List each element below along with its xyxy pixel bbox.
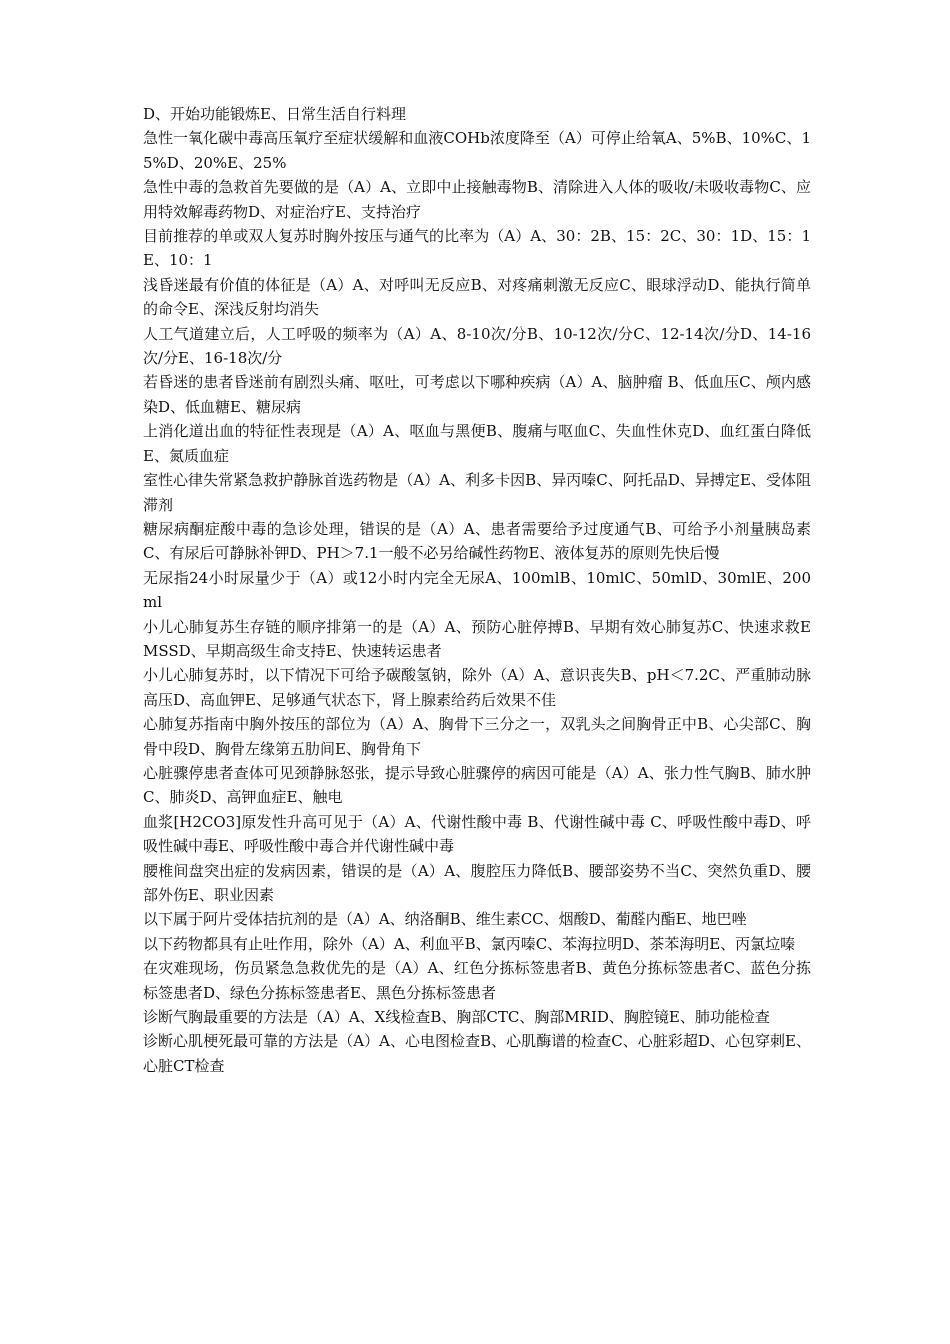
question-paragraph: 小儿心肺复苏生存链的顺序排第一的是（A）A、预防心脏停搏B、早期有效心肺复苏C、快速求救EMSSD、早期高级生命支持E、快速转运患者 — [143, 617, 811, 660]
question-paragraph: 小儿心肺复苏时，以下情况下可给予碳酸氢钠，除外（A）A、意识丧失B、pH＜7.2C、严重肺动脉高压D、高血钾E、足够通气状态下，肾上腺素给药后效果不佳 — [143, 666, 811, 709]
question-paragraph: 诊断心肌梗死最可靠的方法是（A）A、心电图检查B、心肌酶谱的检查C、心脏彩超D、心包穿刺E、心脏CT检查 — [143, 1032, 811, 1075]
question-paragraph: 腰椎间盘突出症的发病因素，错误的是（A）A、腹腔压力降低B、腰部姿势不当C、突然负重D、腰部外伤E、职业因素 — [143, 861, 811, 904]
question-paragraph: 室性心律失常紧急救护静脉首选药物是（A）A、利多卡因B、异丙嗪C、阿托品D、异搏定E、受体阻滞剂 — [143, 471, 811, 514]
question-paragraph: 糖尿病酮症酸中毒的急诊处理，错误的是（A）A、患者需要给予过度通气B、可给予小剂量胰岛素C、有尿后可静脉补钾D、PH＞7.1一般不必另给碱性药物E、液体复苏的原则先快后慢 — [143, 519, 811, 563]
question-paragraph: 诊断气胸最重要的方法是（A）A、X线检查B、胸部CTC、胸部MRID、胸腔镜E、肺功能检查 — [143, 1008, 770, 1027]
question-paragraph: 目前推荐的单或双人复苏时胸外按压与通气的比率为（A）A、30：2B、15：2C、30：1D、15：1E、10：1 — [143, 227, 811, 270]
question-paragraph: 急性一氧化碳中毒高压氧疗至症状缓解和血液COHb浓度降至（A）可停止给氧A、5%B、10%C、15%D、20%E、25% — [143, 129, 811, 172]
document-page — [143, 102, 811, 1078]
question-paragraph: 人工气道建立后，人工呼吸的频率为（A）A、8-10次/分B、10-12次/分C、12-14次/分D、14-16次/分E、16-18次/分 — [143, 324, 811, 368]
question-paragraph: 若昏迷的患者昏迷前有剧烈头痛、呕吐，可考虑以下哪种疾病（A）A、脑肿瘤 B、低血压C、颅内感染D、低血糖E、糖尿病 — [143, 373, 811, 416]
question-paragraph: 浅昏迷最有价值的体征是（A）A、对呼叫无反应B、对疼痛刺激无反应C、眼球浮动D、能执行简单的命令E、深浅反射均消失 — [143, 275, 811, 319]
question-paragraph: 无尿指24小时尿量少于（A）或12小时内完全无尿A、100mlB、10mlC、50mlD、30mlE、200ml — [143, 568, 811, 612]
question-paragraph: 以下药物都具有止吐作用，除外（A）A、利血平B、氯丙嗪C、苯海拉明D、茶苯海明E、丙氯垃嗪 — [143, 934, 796, 953]
question-paragraph: 上消化道出血的特征性表现是（A）A、呕血与黑便B、腹痛与呕血C、失血性休克D、血红蛋白降低E、氮质血症 — [143, 422, 811, 465]
question-paragraph: 心脏骤停患者查体可见颈静脉怒张，提示导致心脏骤停的病因可能是（A）A、张力性气胸B、肺水肿C、肺炎D、高钾血症E、触电 — [143, 763, 811, 807]
question-paragraph: 心肺复苏指南中胸外按压的部位为（A）A、胸骨下三分之一，双乳头之间胸骨正中B、心尖部C、胸骨中段D、胸骨左缘第五肋间E、胸骨角下 — [143, 715, 811, 758]
question-paragraph: 在灾难现场，伤员紧急急救优先的是（A）A、红色分拣标签患者B、黄色分拣标签患者C、蓝色分拣标签患者D、绿色分拣标签患者E、黑色分拣标签患者 — [143, 959, 811, 1002]
question-paragraph: 血浆[H2CO3]原发性升高可见于（A）A、代谢性酸中毒 B、代谢性碱中毒 C、呼吸性酸中毒D、呼吸性碱中毒E、呼吸性酸中毒合并代谢性碱中毒 — [143, 812, 811, 856]
question-paragraph: 急性中毒的急救首先要做的是（A）A、立即中止接触毒物B、清除进入人体的吸收/未吸收毒物C、应用特效解毒药物D、对症治疗E、支持治疗 — [143, 178, 811, 221]
question-paragraph: 以下属于阿片受体拮抗剂的是（A）A、纳洛酮B、维生素CC、烟酸D、葡醛内酯E、地巴唑 — [143, 910, 747, 929]
question-paragraph: D、开始功能锻炼E、日常生活自行料理 — [143, 105, 406, 123]
